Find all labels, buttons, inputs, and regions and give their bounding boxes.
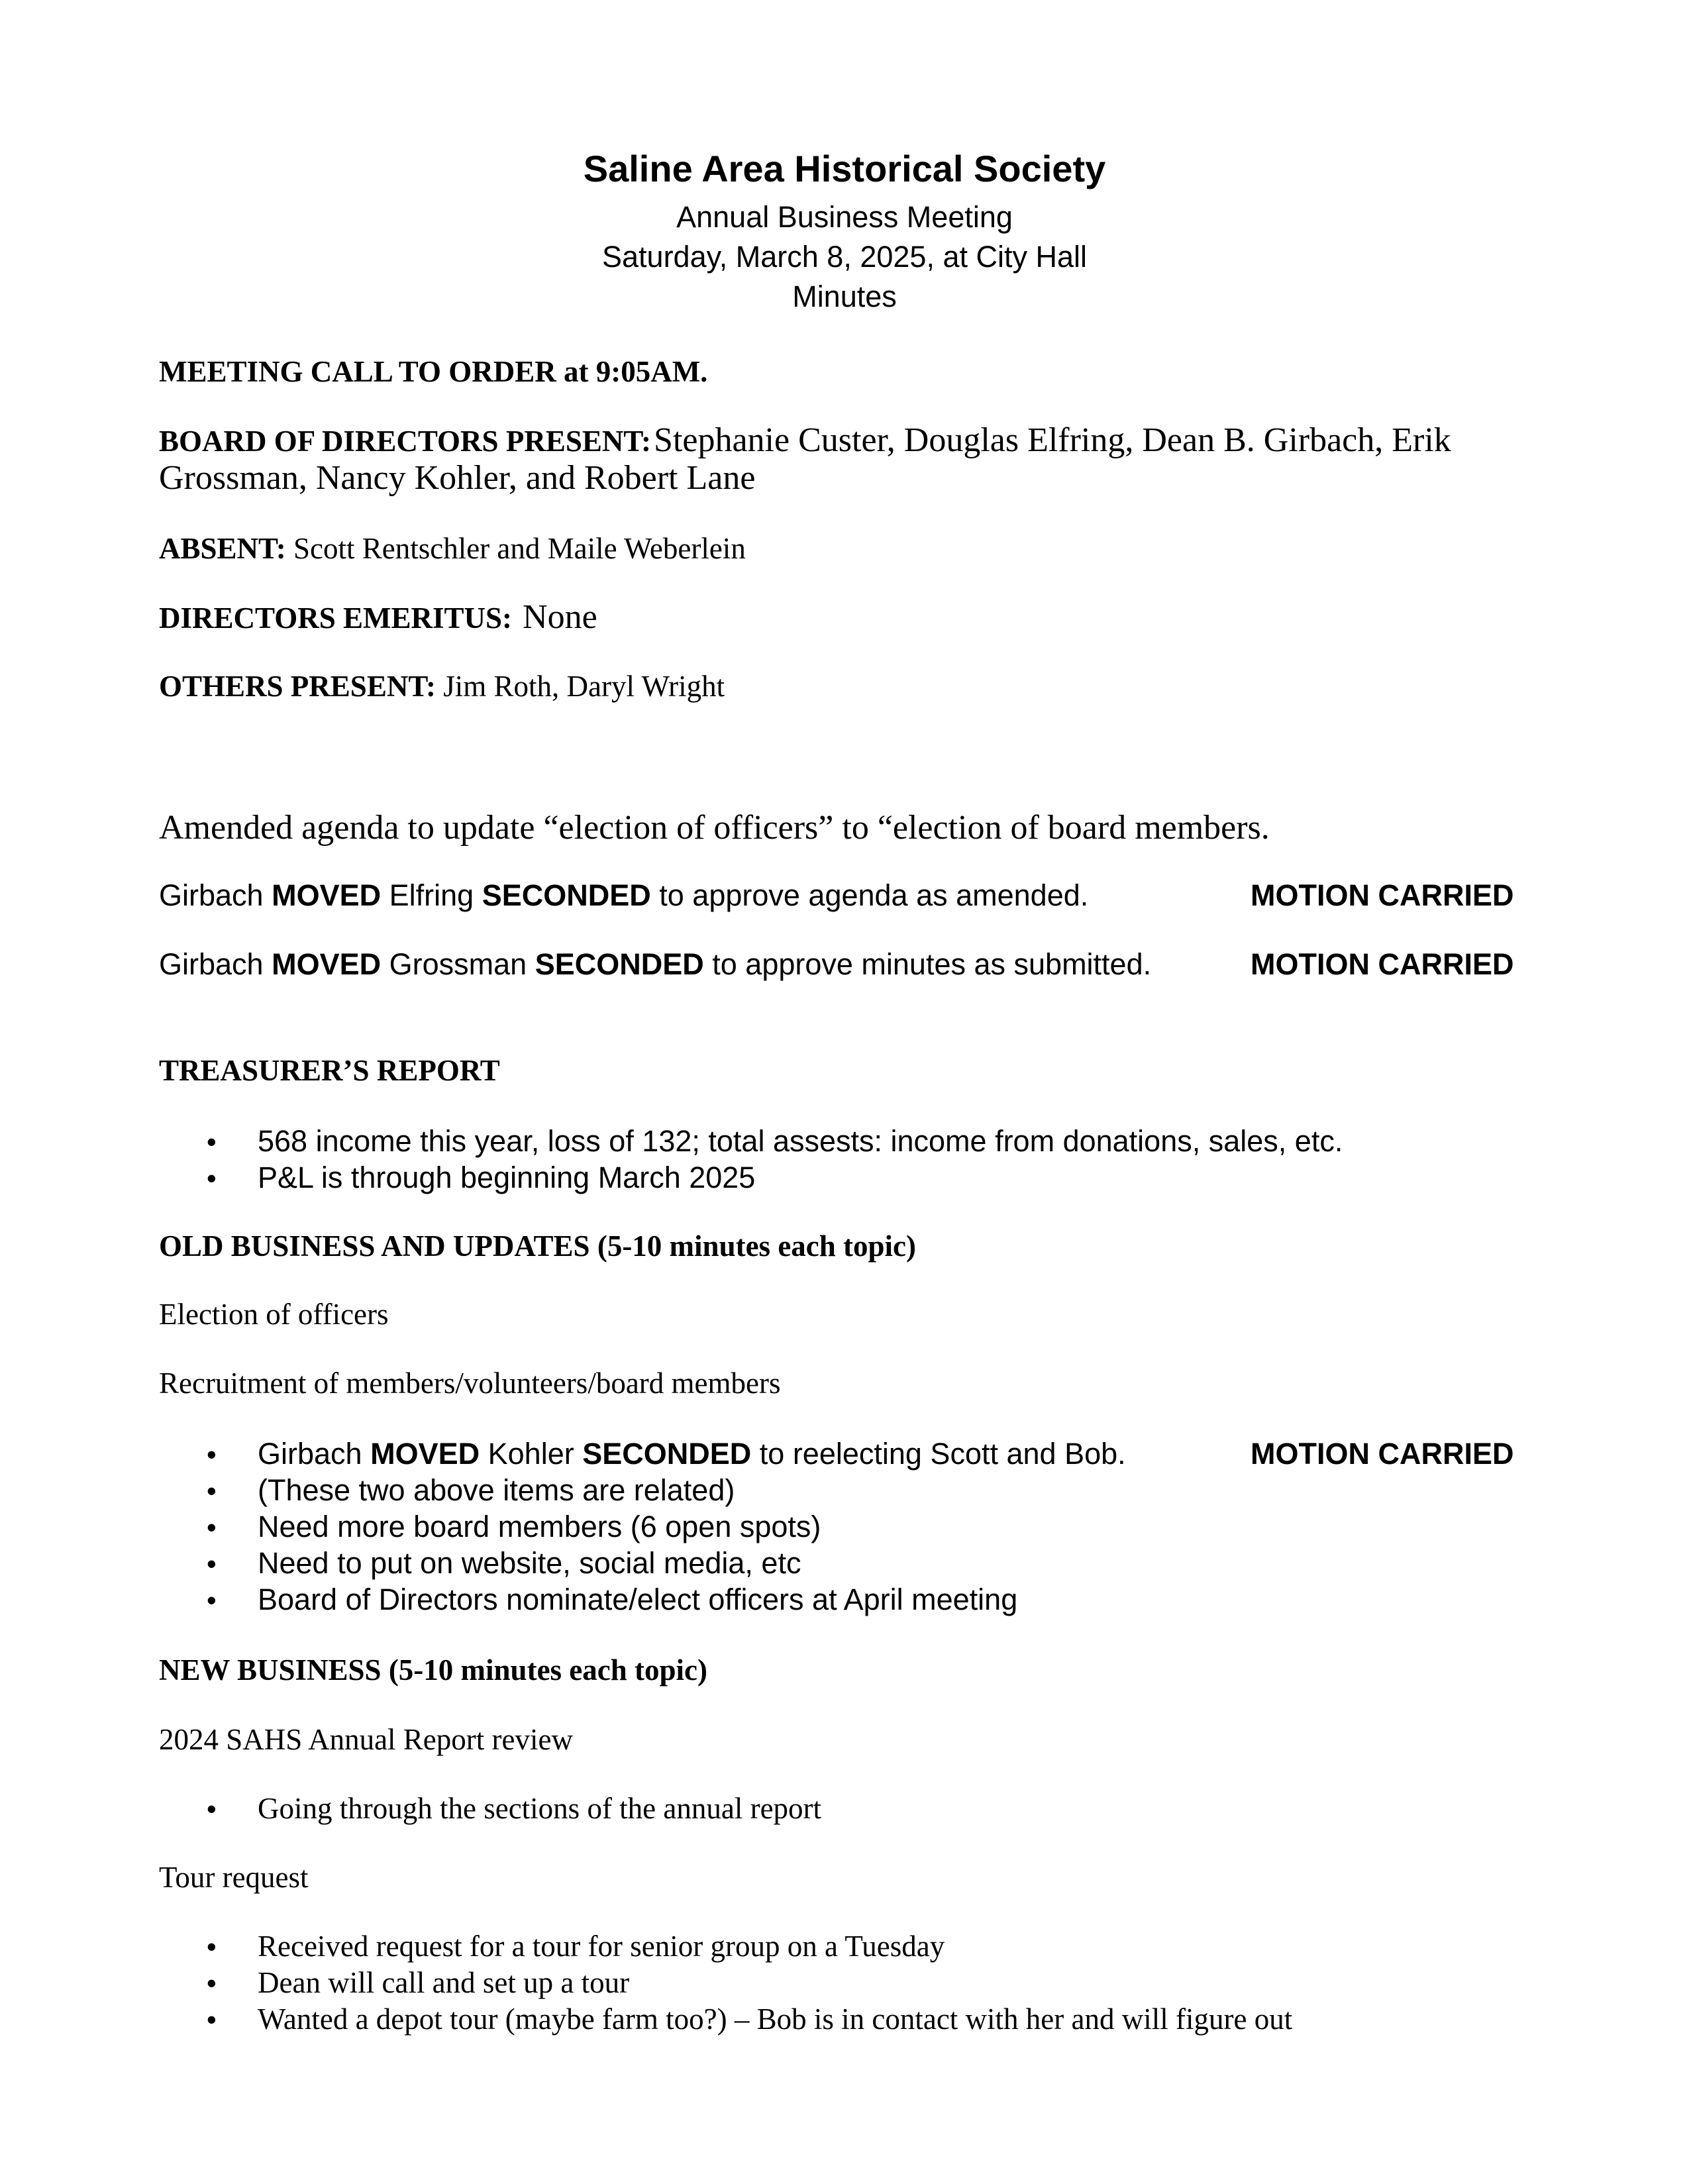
motion-minutes	[159, 947, 1151, 982]
old-business-topic: Election of officers	[159, 1298, 389, 1331]
list-item: Going through the sections of the annual report	[258, 1792, 822, 1825]
call-to-order: MEETING CALL TO ORDER at 9:05AM.	[159, 355, 708, 388]
motion-seconder: Kohler	[487, 1437, 574, 1471]
board-present-names-1: Stephanie Custer, Douglas Elfring, Dean B. Girbach, Erik	[654, 421, 1451, 459]
list-item: Wanted a depot tour (maybe farm too?) – Bob is in contact with her and will figure out	[258, 2002, 1293, 2036]
bullet-icon: •	[207, 1163, 217, 1194]
bullet-icon: •	[207, 1126, 217, 1157]
motion-seconded: SECONDED	[535, 947, 704, 981]
motion-result: MOTION CARRIED	[1251, 947, 1514, 981]
absent-names: Scott Rentschler and Maile Weberlein	[293, 532, 746, 565]
emeritus-label: DIRECTORS EMERITUS:	[159, 601, 513, 635]
absent	[159, 531, 746, 566]
list-item: Received request for a tour for senior group on a Tuesday	[258, 1930, 945, 1963]
absent-label: ABSENT:	[159, 532, 286, 565]
list-item: Need more board members (6 open spots)	[258, 1510, 821, 1543]
board-present-label: BOARD OF DIRECTORS PRESENT:	[159, 425, 652, 458]
motion-mover: Girbach	[159, 878, 264, 912]
bullet-icon: •	[207, 1793, 217, 1824]
motion-moved: MOVED	[272, 947, 382, 981]
list-item: Board of Directors nominate/elect officers at April meeting	[258, 1583, 1018, 1616]
board-present-names-2: Grossman, Nancy Kohler, and Robert Lane	[159, 459, 756, 497]
bullet-icon: •	[207, 1439, 217, 1470]
treasurer-heading: TREASURER’S REPORT	[159, 1054, 500, 1087]
org-title: Saline Area Historical Society	[583, 148, 1106, 189]
motion-agenda	[159, 878, 1088, 913]
motion-seconder: Grossman	[389, 947, 527, 981]
list-item: 568 income this year, loss of 132; total assests: income from donations, sales, etc.	[258, 1124, 1343, 1158]
motion-text: to approve minutes as submitted.	[712, 947, 1152, 981]
bullet-icon: •	[207, 1512, 217, 1543]
motion-seconded: SECONDED	[482, 878, 651, 912]
motion-seconded: SECONDED	[582, 1437, 752, 1471]
motion-moved: MOVED	[370, 1437, 480, 1471]
bullet-icon: •	[207, 1931, 217, 1962]
motion-result: MOTION CARRIED	[1251, 878, 1514, 912]
list-item: Dean will call and set up a tour	[258, 1966, 630, 1999]
old-business-topic: Recruitment of members/volunteers/board members	[159, 1367, 781, 1400]
motion-mover: Girbach	[258, 1437, 362, 1471]
motion-seconder: Elfring	[389, 878, 474, 912]
others-present	[159, 669, 725, 703]
document-type: Minutes	[792, 280, 897, 313]
others-names: Jim Roth, Daryl Wright	[443, 670, 725, 703]
others-label: OTHERS PRESENT:	[159, 670, 436, 703]
emeritus-value: None	[523, 598, 597, 636]
motion-result: MOTION CARRIED	[1251, 1437, 1514, 1471]
old-business-heading: OLD BUSINESS AND UPDATES (5-10 minutes each topic)	[159, 1229, 917, 1263]
meeting-name: Annual Business Meeting	[676, 200, 1013, 234]
motion-reelect	[258, 1437, 1126, 1471]
board-present	[159, 421, 1451, 460]
motion-text: to reelecting Scott and Bob.	[759, 1437, 1126, 1471]
list-item: (These two above items are related)	[258, 1473, 735, 1507]
new-business-topic: Tour request	[159, 1861, 309, 1894]
bullet-icon: •	[207, 1548, 217, 1579]
motion-mover: Girbach	[159, 947, 264, 981]
motion-text: to approve agenda as amended.	[659, 878, 1089, 912]
bullet-icon: •	[207, 1585, 217, 1616]
new-business-heading: NEW BUSINESS (5-10 minutes each topic)	[159, 1653, 707, 1687]
directors-emeritus	[159, 598, 597, 637]
bullet-icon: •	[207, 2004, 217, 2035]
agenda-note: Amended agenda to update “election of officers” to “election of board members.	[159, 809, 1270, 847]
meeting-date-place: Saturday, March 8, 2025, at City Hall	[602, 240, 1087, 274]
list-item: P&L is through beginning March 2025	[258, 1161, 756, 1194]
new-business-topic: 2024 SAHS Annual Report review	[159, 1723, 573, 1756]
list-item: Need to put on website, social media, etc	[258, 1546, 801, 1580]
bullet-icon: •	[207, 1967, 217, 1999]
bullet-icon: •	[207, 1475, 217, 1506]
motion-moved: MOVED	[272, 878, 382, 912]
